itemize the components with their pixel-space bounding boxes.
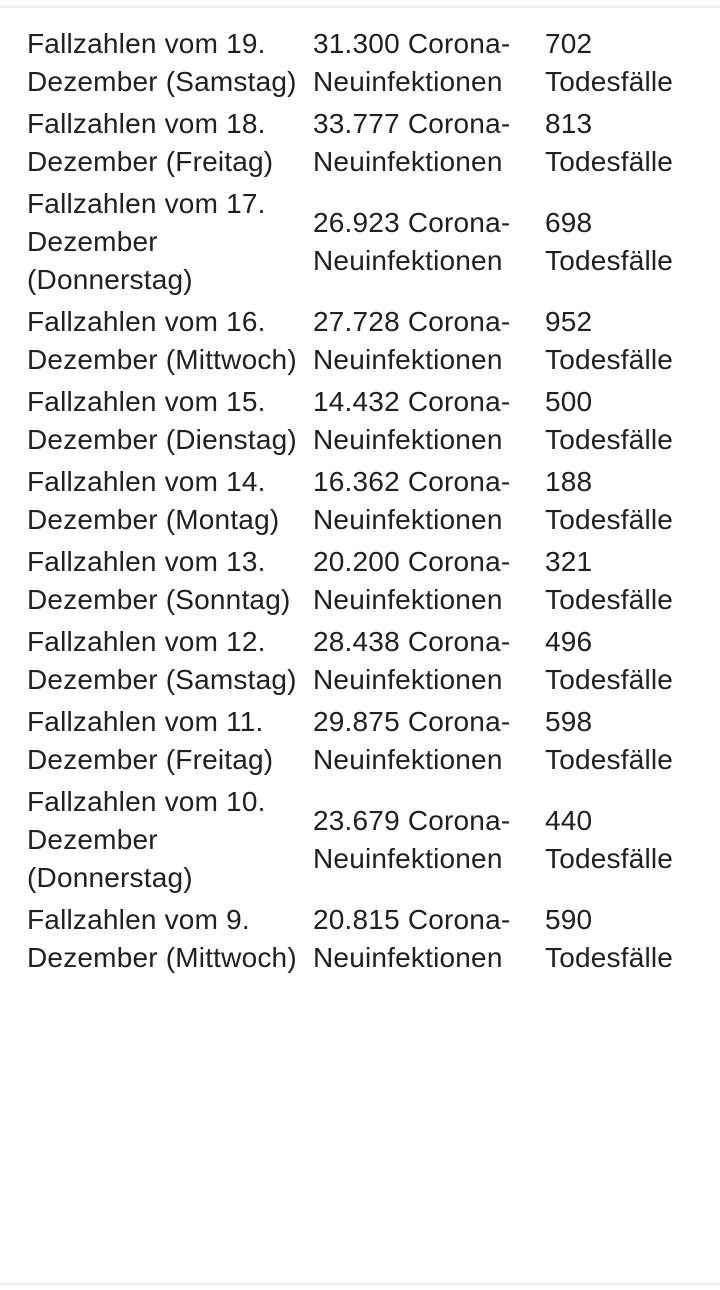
deaths-cell: 500 Todesfälle [545,386,674,455]
deaths-cell: 590 Todesfälle [545,904,674,973]
deaths-cell: 440 Todesfälle [545,805,674,874]
table-row [27,901,720,977]
date-cell: Fallzahlen vom 12. Dezember (Samstag) [27,626,297,695]
date-cell: Fallzahlen vom 18. Dezember (Freitag) [27,108,274,177]
table-row [27,783,720,897]
deaths-cell: 698 Todesfälle [545,207,674,276]
date-cell: Fallzahlen vom 13. Dezember (Sonntag) [27,546,291,615]
date-cell: Fallzahlen vom 17. Dezember (Donnerstag) [27,188,266,295]
deaths-cell: 813 Todesfälle [545,108,674,177]
table-row [27,543,720,619]
date-cell: Fallzahlen vom 14. Dezember (Montag) [27,466,280,535]
new-cases-cell: 16.362 Corona-Neuinfektionen [313,466,511,535]
bottom-divider [0,1283,720,1285]
deaths-cell: 321 Todesfälle [545,546,674,615]
table-row [27,25,720,101]
deaths-cell: 952 Todesfälle [545,306,674,375]
deaths-cell: 496 Todesfälle [545,626,674,695]
date-cell: Fallzahlen vom 15. Dezember (Dienstag) [27,386,297,455]
date-cell: Fallzahlen vom 10. Dezember (Donnerstag) [27,786,266,893]
table-row [27,105,720,181]
top-divider [0,6,720,8]
table-row [27,463,720,539]
table-row [27,185,720,299]
deaths-cell: 598 Todesfälle [545,706,674,775]
table-row [27,703,720,779]
date-cell: Fallzahlen vom 16. Dezember (Mittwoch) [27,306,297,375]
new-cases-cell: 20.815 Corona-Neuinfektionen [313,904,511,973]
new-cases-cell: 23.679 Corona-Neuinfektionen [313,805,511,874]
new-cases-cell: 14.432 Corona-Neuinfektionen [313,386,511,455]
date-cell: Fallzahlen vom 9. Dezember (Mittwoch) [27,904,297,973]
new-cases-cell: 33.777 Corona-Neuinfektionen [313,108,511,177]
new-cases-cell: 29.875 Corona-Neuinfektionen [313,706,511,775]
deaths-cell: 188 Todesfälle [545,466,674,535]
new-cases-cell: 28.438 Corona-Neuinfektionen [313,626,511,695]
new-cases-cell: 31.300 Corona-Neuinfektionen [313,28,511,97]
case-numbers-table [27,25,720,981]
date-cell: Fallzahlen vom 11. Dezember (Freitag) [27,706,274,775]
table-row [27,623,720,699]
new-cases-cell: 20.200 Corona-Neuinfektionen [313,546,511,615]
date-cell: Fallzahlen vom 19. Dezember (Samstag) [27,28,297,97]
table-row [27,303,720,379]
new-cases-cell: 27.728 Corona-Neuinfektionen [313,306,511,375]
new-cases-cell: 26.923 Corona-Neuinfektionen [313,207,511,276]
table-row [27,383,720,459]
deaths-cell: 702 Todesfälle [545,28,674,97]
